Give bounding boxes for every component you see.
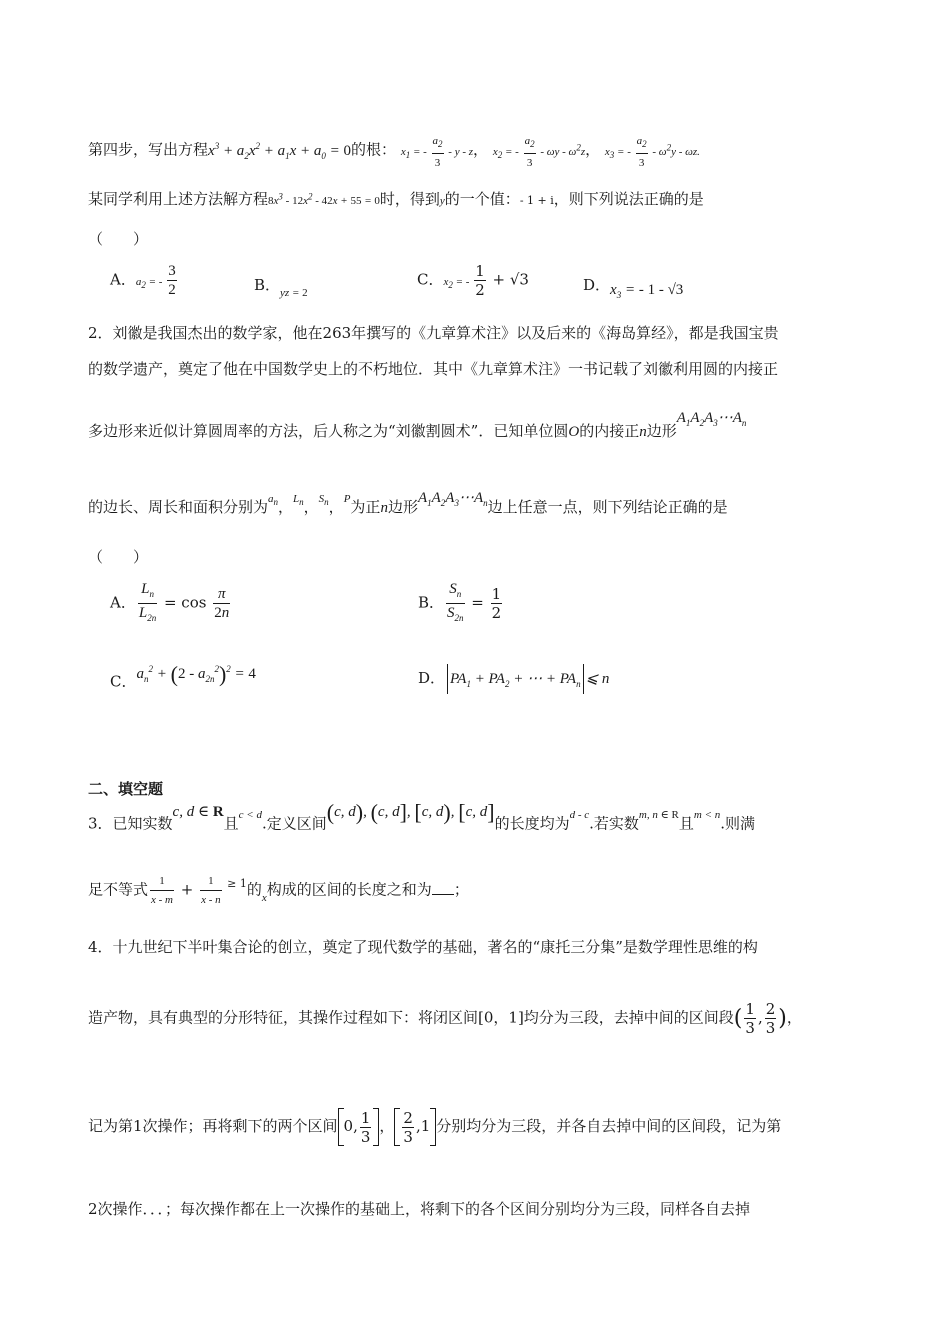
q4-line-3: 记为第1次操作；再将剩下的两个区间 0, $\frac{1}{3}$ ， $\frac{2}{3}$ ,1 分别均分为三段，并各自去掉中间的区间段，记为第 [88, 1108, 782, 1146]
q2-line-2: 的数学遗产，奠定了他在中国数学史上的不朽地位．其中《九章算术注》一书记载了刘徽利用圆的内接正 [88, 360, 779, 378]
q1-option-c[interactable]: C．$x_2$ = - $\frac{1}{2}$ + √3 [417, 262, 529, 299]
q1-root-x1: $x_1$ = - $\frac{a_2}{3}$ - y - z [401, 146, 473, 158]
q3-intervals: (c, d), (c, d], [c, d), [c, d] [326, 800, 495, 825]
q2-paren: （ ） [88, 548, 149, 566]
q2-option-a[interactable]: A． $\frac{L_n}{L_{2n}}$ = cos $\frac{\pi}{2n}$ [110, 581, 230, 623]
q2-line-1: 2．刘徽是我国杰出的数学家，他在263年撰写的《九章算术注》以及后来的《海岛算经》，都是我国宝贵 [88, 324, 779, 342]
q1-paren: （ ） [88, 230, 149, 248]
q3-line-2: 足不等式 $\frac{1}{x - m}$ + $\frac{1}{x - n}$ $^{\ge 1}$的$_x$构成的区间的长度之和为 ； [88, 872, 469, 909]
q1-value: - 1 + i [519, 194, 554, 207]
q4-line-2: 造产物，具有典型的分形特征，其操作过程如下：将闭区间[0，1]均分为三段，去掉中间的区间段( $\frac{1}{3}$ , $\frac{2}{3}$ )， [88, 1000, 802, 1037]
q2-line-4: 的边长、周长和面积分别为$^{a_n}$，$^{L_n}$，$^{S_n}$，$^P$为正n边形$A_1A_2A_3\cdots A_n$边上任意一点，则下列结论正确的是 [88, 490, 728, 516]
q2-option-b[interactable]: B． $\frac{S_n}{S_{2n}}$ = $\frac{1}{2}$ [418, 581, 502, 623]
q1-option-b[interactable]: B．$_{yz = 2}$ [254, 276, 308, 299]
q1-equation-2: $8x^3 - 12x^2 - 42x + 55 = 0$ [268, 191, 380, 207]
q1-equation: $x^3 + a_2x^2 + a_1x + a_0 = 0$ [208, 140, 352, 161]
q2-line-3: 多边形来近似计算圆周率的方法，后人称之为“刘徽割圆术”．已知单位圆O的内接正n边形$A_1A_2A_3\cdots A_n$ [88, 410, 747, 440]
q3-line-1: 3．已知实数c, d ∈ R且$^{c < d}$.定义区间(c, d), (c, d], [c, d), [c, d]的长度均为$^{d - c}$.若实数$^{m, n \in R}$且$^{m < n}$.则满 [88, 800, 756, 833]
q3-answer-blank[interactable] [432, 894, 454, 895]
q2-option-d[interactable]: D． $PA_1 + PA_2$ + ⋯ + $PA_n$ ⩽ n [418, 664, 609, 694]
q4-line-4: 2次操作．．．；每次操作都在上一次操作的基础上，将剩下的各个区间分别均分为三段，同样各自去掉 [88, 1200, 751, 1218]
q1-option-a[interactable]: A．$a_2$ = - $\frac{3}{2}$ [110, 263, 176, 298]
q1-root-x3: $x_3$ = - $\frac{a_2}{3}$ - $\omega^2y$ - ωz. [605, 146, 700, 158]
q4-line-1: 4．十九世纪下半叶集合论的创立，奠定了现代数学的基础，著名的“康托三分集”是数学理性思维的构 [88, 938, 758, 956]
q1-root-x2: $x_2$ = - $\frac{a_2}{3}$ - ωy - $\omega^2z$ [493, 146, 585, 158]
q2-option-c[interactable]: C．$a_n^2 + (2 - a_{2n}^2)^2 = 4$ [110, 662, 256, 691]
section-title: 二、填空题 [88, 780, 164, 798]
q2-polygon: $A_1A_2A_3\cdots A_n$ [676, 410, 747, 428]
q1-line-2: 某同学利用上述方法解方程$8x^3 - 12x^2 - 42x + 55 = 0$时，得到y的一个值：- 1 + i，则下列说法正确的是 [88, 190, 704, 208]
q1-option-d[interactable]: D．$x_3$ = - 1 - √3 [583, 276, 684, 300]
q1-line-1: 第四步，写出方程$x^3 + a_2x^2 + a_1x + a_0 = 0$的根： $x_1$ = - $\frac{a_2}{3}$ - y - z， $x_2$ = - $\frac{a_2}{3}$ - ωy - $\omega^2z$， $x_3$ = - $\frac{a_2}{3}$ - $\omega^2y$ - ωz. [88, 132, 700, 172]
